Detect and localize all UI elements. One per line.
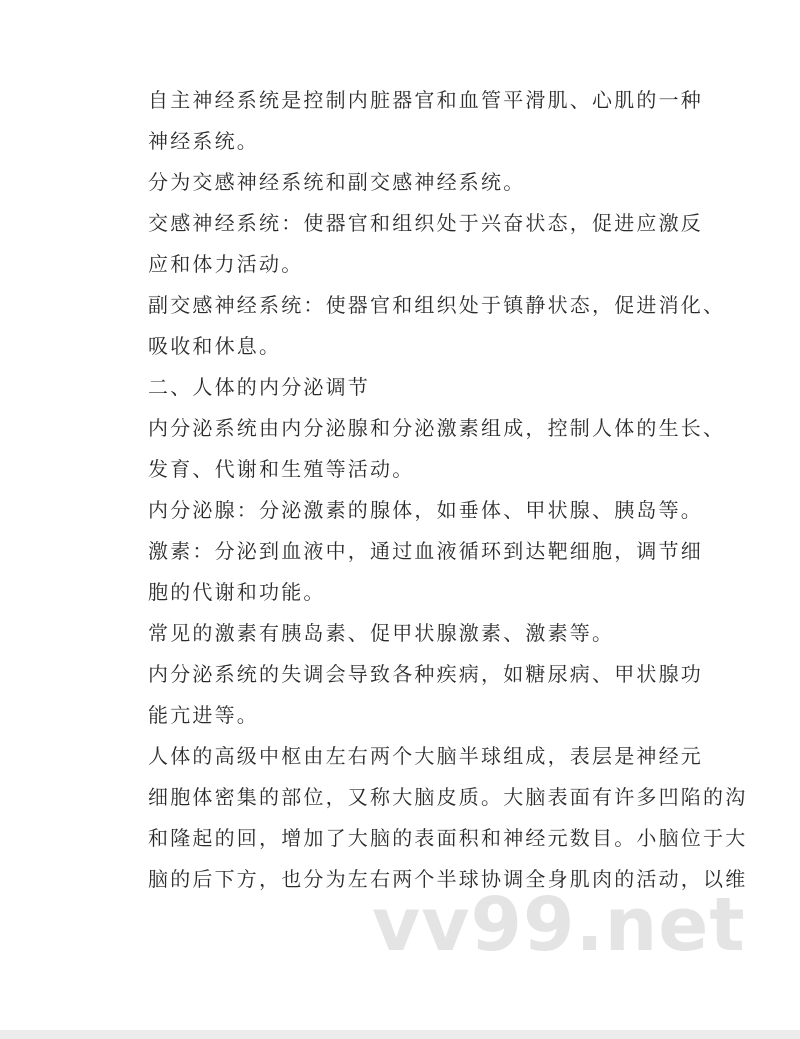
paragraph [108, 531, 703, 613]
paragraph-line: 胞的代谢和功能。 [148, 580, 326, 604]
paragraph-line: 和隆起的回，增加了大脑的表面积和神经元数目。小脑位于大 [148, 826, 748, 850]
paragraph [108, 367, 698, 408]
document-body [108, 80, 748, 900]
paragraph [108, 203, 703, 285]
paragraph-line: 能亢进等。 [148, 703, 259, 727]
paragraph-line: 内分泌系统由内分泌腺和分泌激素组成，控制人体的生长、 [148, 416, 726, 440]
paragraph [108, 654, 703, 736]
paragraph [108, 408, 726, 490]
paragraph-line: 脑的后下方，也分为左右两个半球协调全身肌肉的活动，以维 [148, 867, 748, 891]
paragraph-line: 常见的激素有胰岛素、促甲状腺激素、激素等。 [148, 621, 615, 645]
paragraph-line: 内分泌腺：分泌激素的腺体，如垂体、甲状腺、胰岛等。 [148, 498, 703, 522]
page-bottom-edge [0, 1030, 800, 1039]
paragraph-line: 发育、代谢和生殖等活动。 [148, 457, 415, 481]
paragraph [108, 613, 698, 654]
paragraph-line: 人体的高级中枢由左右两个大脑半球组成，表层是神经元 [148, 744, 703, 768]
paragraph-line: 内分泌系统的失调会导致各种疾病，如糖尿病、甲状腺功 [148, 662, 703, 686]
paragraph-line: 激素：分泌到血液中，通过血液循环到达靶细胞，调节细 [148, 539, 703, 563]
paragraph [108, 490, 703, 531]
paragraph-line: 副交感神经系统：使器官和组织处于镇静状态，促进消化、 [148, 293, 726, 317]
paragraph [108, 80, 703, 162]
paragraph-line: 应和体力活动。 [148, 252, 304, 276]
watermark: vv99.net [372, 882, 746, 968]
paragraph-line: 分为交感神经系统和副交感神经系统。 [148, 170, 526, 194]
paragraph-line: 自主神经系统是控制内脏器官和血管平滑肌、心肌的一种 [148, 88, 703, 112]
paragraph-line: 交感神经系统：使器官和组织处于兴奋状态，促进应激反 [148, 211, 703, 235]
paragraph [108, 285, 726, 367]
paragraph-line: 吸收和休息。 [148, 334, 282, 358]
paragraph-line: 细胞体密集的部位，又称大脑皮质。大脑表面有许多凹陷的沟 [148, 785, 748, 809]
paragraph [108, 736, 748, 900]
paragraph-line: 神经系统。 [148, 129, 259, 153]
paragraph [108, 162, 698, 203]
paragraph-line: 二、人体的内分泌调节 [148, 375, 370, 399]
